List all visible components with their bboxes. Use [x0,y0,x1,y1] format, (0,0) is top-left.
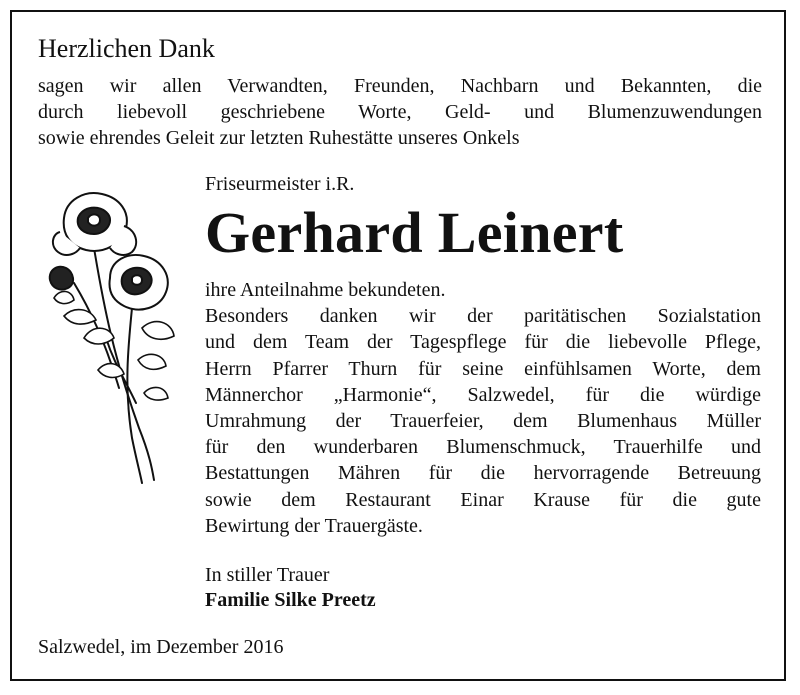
body-line: für den wunderbaren Blumenschmuck, Trauerhilfe und [205,436,761,459]
rose-top-icon [53,193,136,255]
rose-bud-icon [50,267,73,290]
notice-heading: Herzlichen Dank [38,34,215,63]
deceased-name: Gerhard Leinert [205,200,624,265]
body-line: sowie dem Restaurant Einar Krause für die gute [205,488,761,511]
rose-middle-icon [110,255,168,310]
body-line: Männerchor „Harmonie“, Salzwedel, für die würdige [205,383,761,406]
intro-paragraph [38,73,762,151]
body-line: Bestattungen Mähren für die hervorragende Betreuung [205,462,761,485]
closing-phrase: In stiller Trauer [205,564,330,586]
intro-line: durch liebevoll geschriebene Worte, Geld- und Blumenzuwendungen [38,101,762,123]
body-line: und dem Team der Tagespflege für die liebevolle Pflege, [205,331,761,354]
body-line: ihre Anteilnahme bekundeten. [205,279,446,301]
place-date: Salzwedel, im Dezember 2016 [38,636,284,658]
intro-line: sagen wir allen Verwandten, Freunden, Nachbarn und Bekannten, die [38,75,762,97]
body-line: Herrn Pfarrer Thurn für seine einfühlsamen Worte, dem [205,357,761,380]
deceased-title: Friseurmeister i.R. [205,173,355,195]
body-line: Umrahmung der Trauerfeier, dem Blumenhaus Müller [205,409,761,432]
body-line: Besonders danken wir der paritätischen Sozialstation [205,305,761,328]
family-signature: Familie Silke Preetz [205,589,376,611]
roses-illustration [44,188,184,488]
body-line: Bewirtung der Trauergäste. [205,514,423,537]
body-paragraph [205,277,761,539]
intro-line: sowie ehrendes Geleit zur letzten Ruhestätte unseres Onkels [38,127,520,149]
